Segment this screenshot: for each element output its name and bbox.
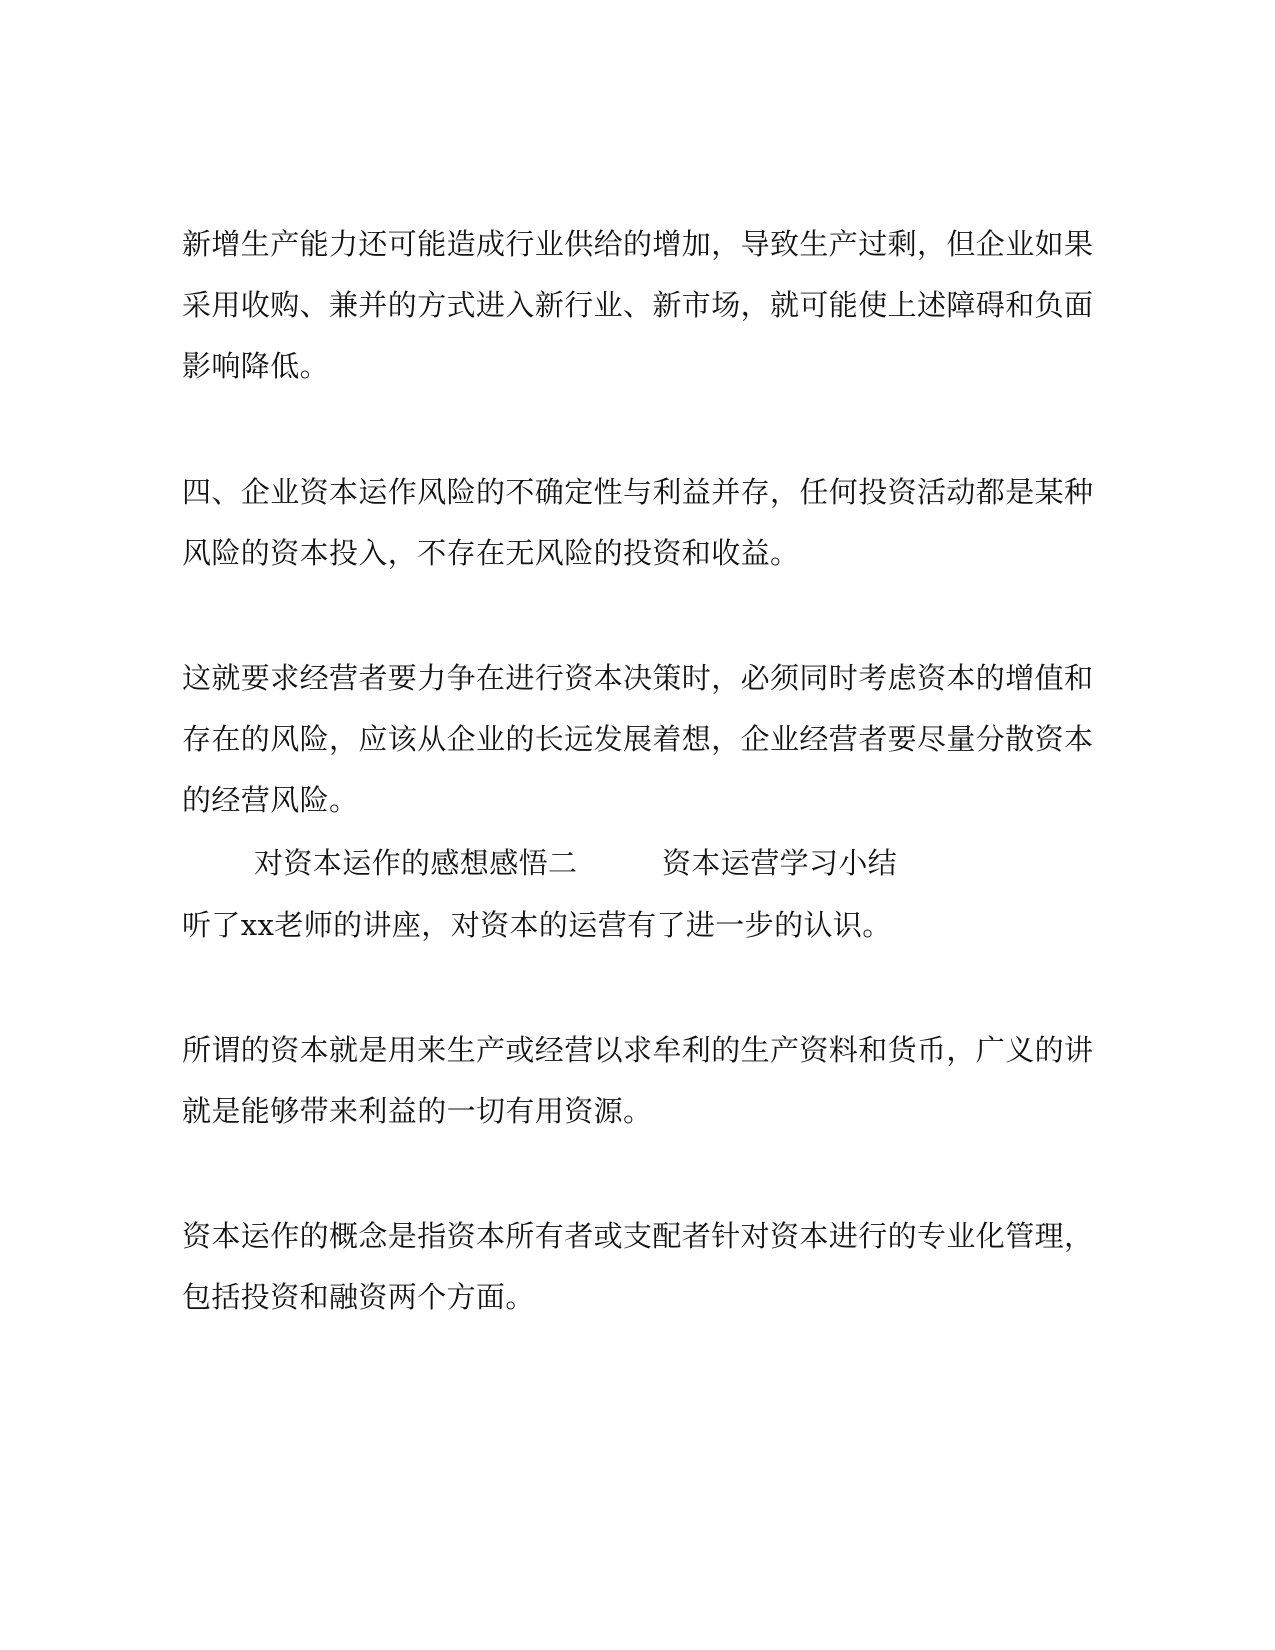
paragraph-5-line-1: 所谓的资本就是用来生产或经营以求牟利的生产资料和货币，广义的讲 — [182, 1033, 1094, 1067]
paragraph-1-line-2: 采用收购、兼并的方式进入新行业、新市场，就可能使上述障碍和负面 — [182, 288, 1094, 322]
paragraph-3-line-2: 存在的风险，应该从企业的长远发展着想，企业经营者要尽量分散资本 — [182, 722, 1094, 756]
paragraph-3-line-3: 的经营风险。 — [182, 783, 359, 817]
paragraph-1-line-3: 影响降低。 — [182, 349, 330, 383]
section-heading-subtitle: 资本运营学习小结 — [662, 846, 898, 880]
paragraph-6-line-2: 包括投资和融资两个方面。 — [182, 1280, 535, 1314]
paragraph-3-line-1: 这就要求经营者要力争在进行资本决策时，必须同时考虑资本的增值和 — [182, 661, 1094, 695]
paragraph-5-line-2: 就是能够带来利益的一切有用资源。 — [182, 1094, 653, 1128]
section-heading-title: 对资本运作的感想感悟二 — [254, 846, 578, 880]
paragraph-2-line-2: 风险的资本投入，不存在无风险的投资和收益。 — [182, 536, 800, 570]
section-heading — [182, 845, 1082, 881]
paragraph-4-line-1: 听了xx老师的讲座，对资本的运营有了进一步的认识。 — [182, 908, 892, 942]
paragraph-2-line-1: 四、企业资本运作风险的不确定性与利益并存，任何投资活动都是某种 — [182, 475, 1094, 509]
paragraph-6-line-1: 资本运作的概念是指资本所有者或支配者针对资本进行的专业化管理， — [182, 1219, 1094, 1253]
paragraph-1-line-1: 新增生产能力还可能造成行业供给的增加，导致生产过剩，但企业如果 — [182, 227, 1094, 261]
